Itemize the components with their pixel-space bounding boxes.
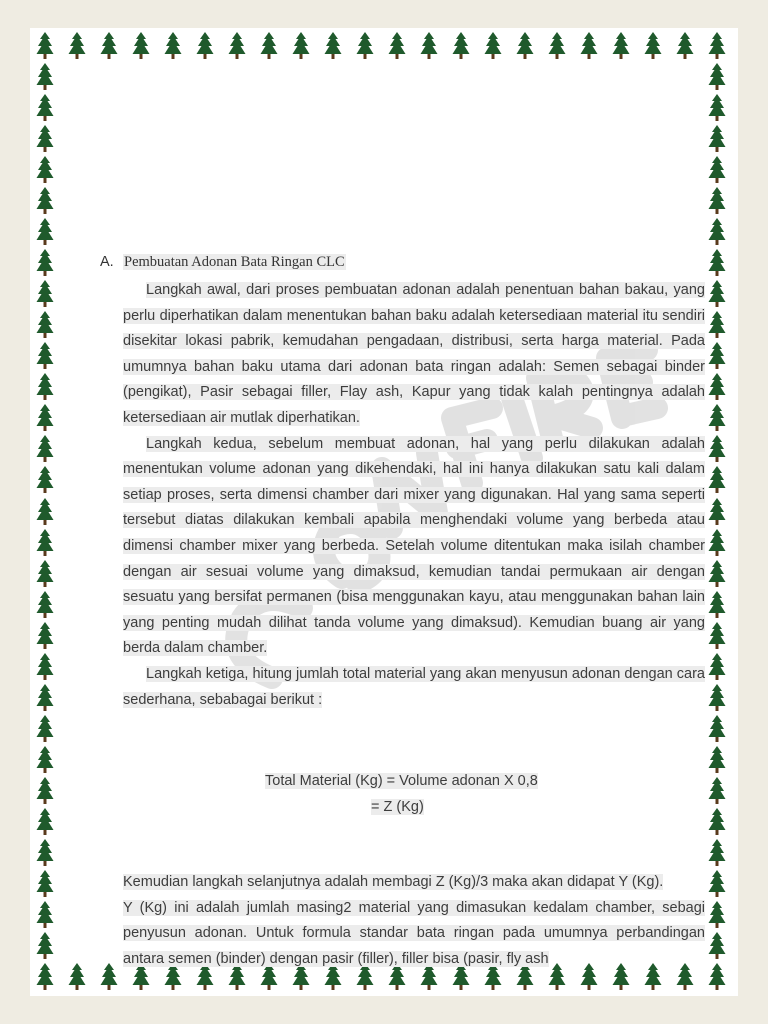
pine-tree-icon (548, 31, 566, 61)
formula-line-1-text: Total Material (Kg) = Volume adonan X 0,8 (265, 773, 538, 790)
pine-tree-icon (36, 559, 54, 589)
pine-tree-icon (452, 31, 470, 61)
pine-tree-icon (36, 465, 54, 495)
pine-tree-icon (36, 62, 54, 92)
pine-tree-icon (36, 621, 54, 651)
paragraph-4 (123, 870, 705, 896)
pine-tree-icon (36, 652, 54, 682)
pine-tree-icon (388, 31, 406, 61)
section-title: Pembuatan Adonan Bata Ringan CLC (124, 254, 345, 270)
pine-tree-icon (164, 31, 182, 61)
formula-line-2-text: = Z (Kg) (371, 799, 424, 816)
pine-tree-icon (68, 962, 86, 992)
pine-tree-icon (36, 372, 54, 402)
pine-tree-icon (36, 869, 54, 899)
paragraph-5-text: Y (Kg) ini adalah jumlah masing2 material yang dimasukan kedalam chamber, sebagi penyusun adonan. Untuk formula standar bata ringan pada umumnya perbandingan antara semen (binder) dengan pasir (filler), filler bisa (pasir, fly ash (123, 899, 705, 967)
document-body (123, 278, 705, 972)
paragraph-1 (123, 278, 705, 432)
paragraph-5 (123, 896, 705, 973)
pine-tree-icon (292, 31, 310, 61)
pine-tree-icon (36, 155, 54, 185)
pine-tree-icon (644, 31, 662, 61)
pine-tree-icon (36, 279, 54, 309)
formula-block (123, 769, 705, 821)
pine-tree-icon (36, 341, 54, 371)
pine-tree-icon (36, 838, 54, 868)
paragraph-4-text: Kemudian langkah selanjutnya adalah membagi Z (Kg)/3 maka akan didapat Y (Kg). (123, 874, 664, 891)
pine-tree-icon (132, 31, 150, 61)
paragraph-3-text: Langkah ketiga, hitung jumlah total material yang akan menyusun adonan dengan cara sederhana, sebabagai berikut : (123, 665, 705, 708)
pine-tree-icon (36, 683, 54, 713)
pine-tree-icon (36, 217, 54, 247)
pine-tree-icon (36, 497, 54, 527)
section-heading (100, 254, 346, 271)
pine-tree-icon (260, 31, 278, 61)
pine-tree-icon (420, 31, 438, 61)
pine-tree-icon (516, 31, 534, 61)
pine-tree-icon (228, 31, 246, 61)
formula-line-1 (265, 769, 538, 795)
pine-tree-icon (196, 31, 214, 61)
paragraph-1-text: Langkah awal, dari proses pembuatan adonan adalah penentuan bahan bakau, yang perlu diperhatikan dalam menentukan bahan baku adalah ketersediaan material itu sendiri disekitar lokasi pabrik, kemudahan pengadaan, distribusi, serta harga material. Pada umumnya bahan baku utama dari adonan bata ringan adalah: Semen sebagai binder (pengikat), Pasir sebagai filler, Flay ash, Kapur yang tidak kalah pentingnya adalah ketersediaan air mutlak diperhatikan. (123, 282, 705, 426)
paragraph-2 (123, 432, 705, 662)
pine-tree-icon (36, 776, 54, 806)
paragraph-2-text: Langkah kedua, sebelum membuat adonan, hal yang perlu dilakukan adalah menentukan volume adonan yang dikehendaki, hal ini hanya dilakukan satu kali dalam setiap proses, serta dimensi chamber dari mixer yang digunakan. Hal yang sama seperti tersebut diatas dilakukan kembali apabila menghendaki volume yang berbeda atau dimensi chamber mixer yang berbeda. Setelah volume ditentukan maka isilah chamber dengan air sesuai volume yang dimaksud, kemudian tandai permukaan air dengan sesuatu yang bersifat permanen (bisa menggunakan kayu, atau menggunakan bahan lain yang penting mudah dilihat tanda volume yang dimaksud). Kemudian buang air yang berda dalam chamber. (123, 435, 705, 657)
after-formula (123, 870, 705, 972)
pine-tree-icon (36, 745, 54, 775)
pine-tree-icon (36, 93, 54, 123)
paragraph-3 (123, 662, 705, 713)
pine-tree-icon (36, 962, 54, 992)
pine-tree-icon (36, 124, 54, 154)
pine-tree-icon (580, 31, 598, 61)
pine-tree-icon (36, 590, 54, 620)
formula-line-2 (371, 795, 424, 821)
pine-tree-icon (708, 31, 726, 61)
pine-tree-icon (68, 31, 86, 61)
pine-tree-icon (36, 186, 54, 216)
pine-tree-icon (36, 434, 54, 464)
pine-tree-icon (676, 31, 694, 61)
pine-tree-icon (100, 31, 118, 61)
pine-tree-icon (324, 31, 342, 61)
pine-tree-icon (36, 528, 54, 558)
document-page (30, 28, 738, 996)
pine-tree-icon (36, 310, 54, 340)
page-content (92, 88, 736, 992)
pine-tree-icon (356, 31, 374, 61)
pine-tree-icon (612, 31, 630, 61)
pine-tree-icon (36, 714, 54, 744)
pine-tree-icon (36, 807, 54, 837)
pine-tree-icon (36, 403, 54, 433)
pine-tree-icon (36, 931, 54, 961)
section-marker: A. (100, 254, 114, 270)
pine-tree-icon (36, 900, 54, 930)
pine-tree-icon (484, 31, 502, 61)
pine-tree-icon (36, 31, 54, 61)
pine-tree-icon (36, 248, 54, 278)
